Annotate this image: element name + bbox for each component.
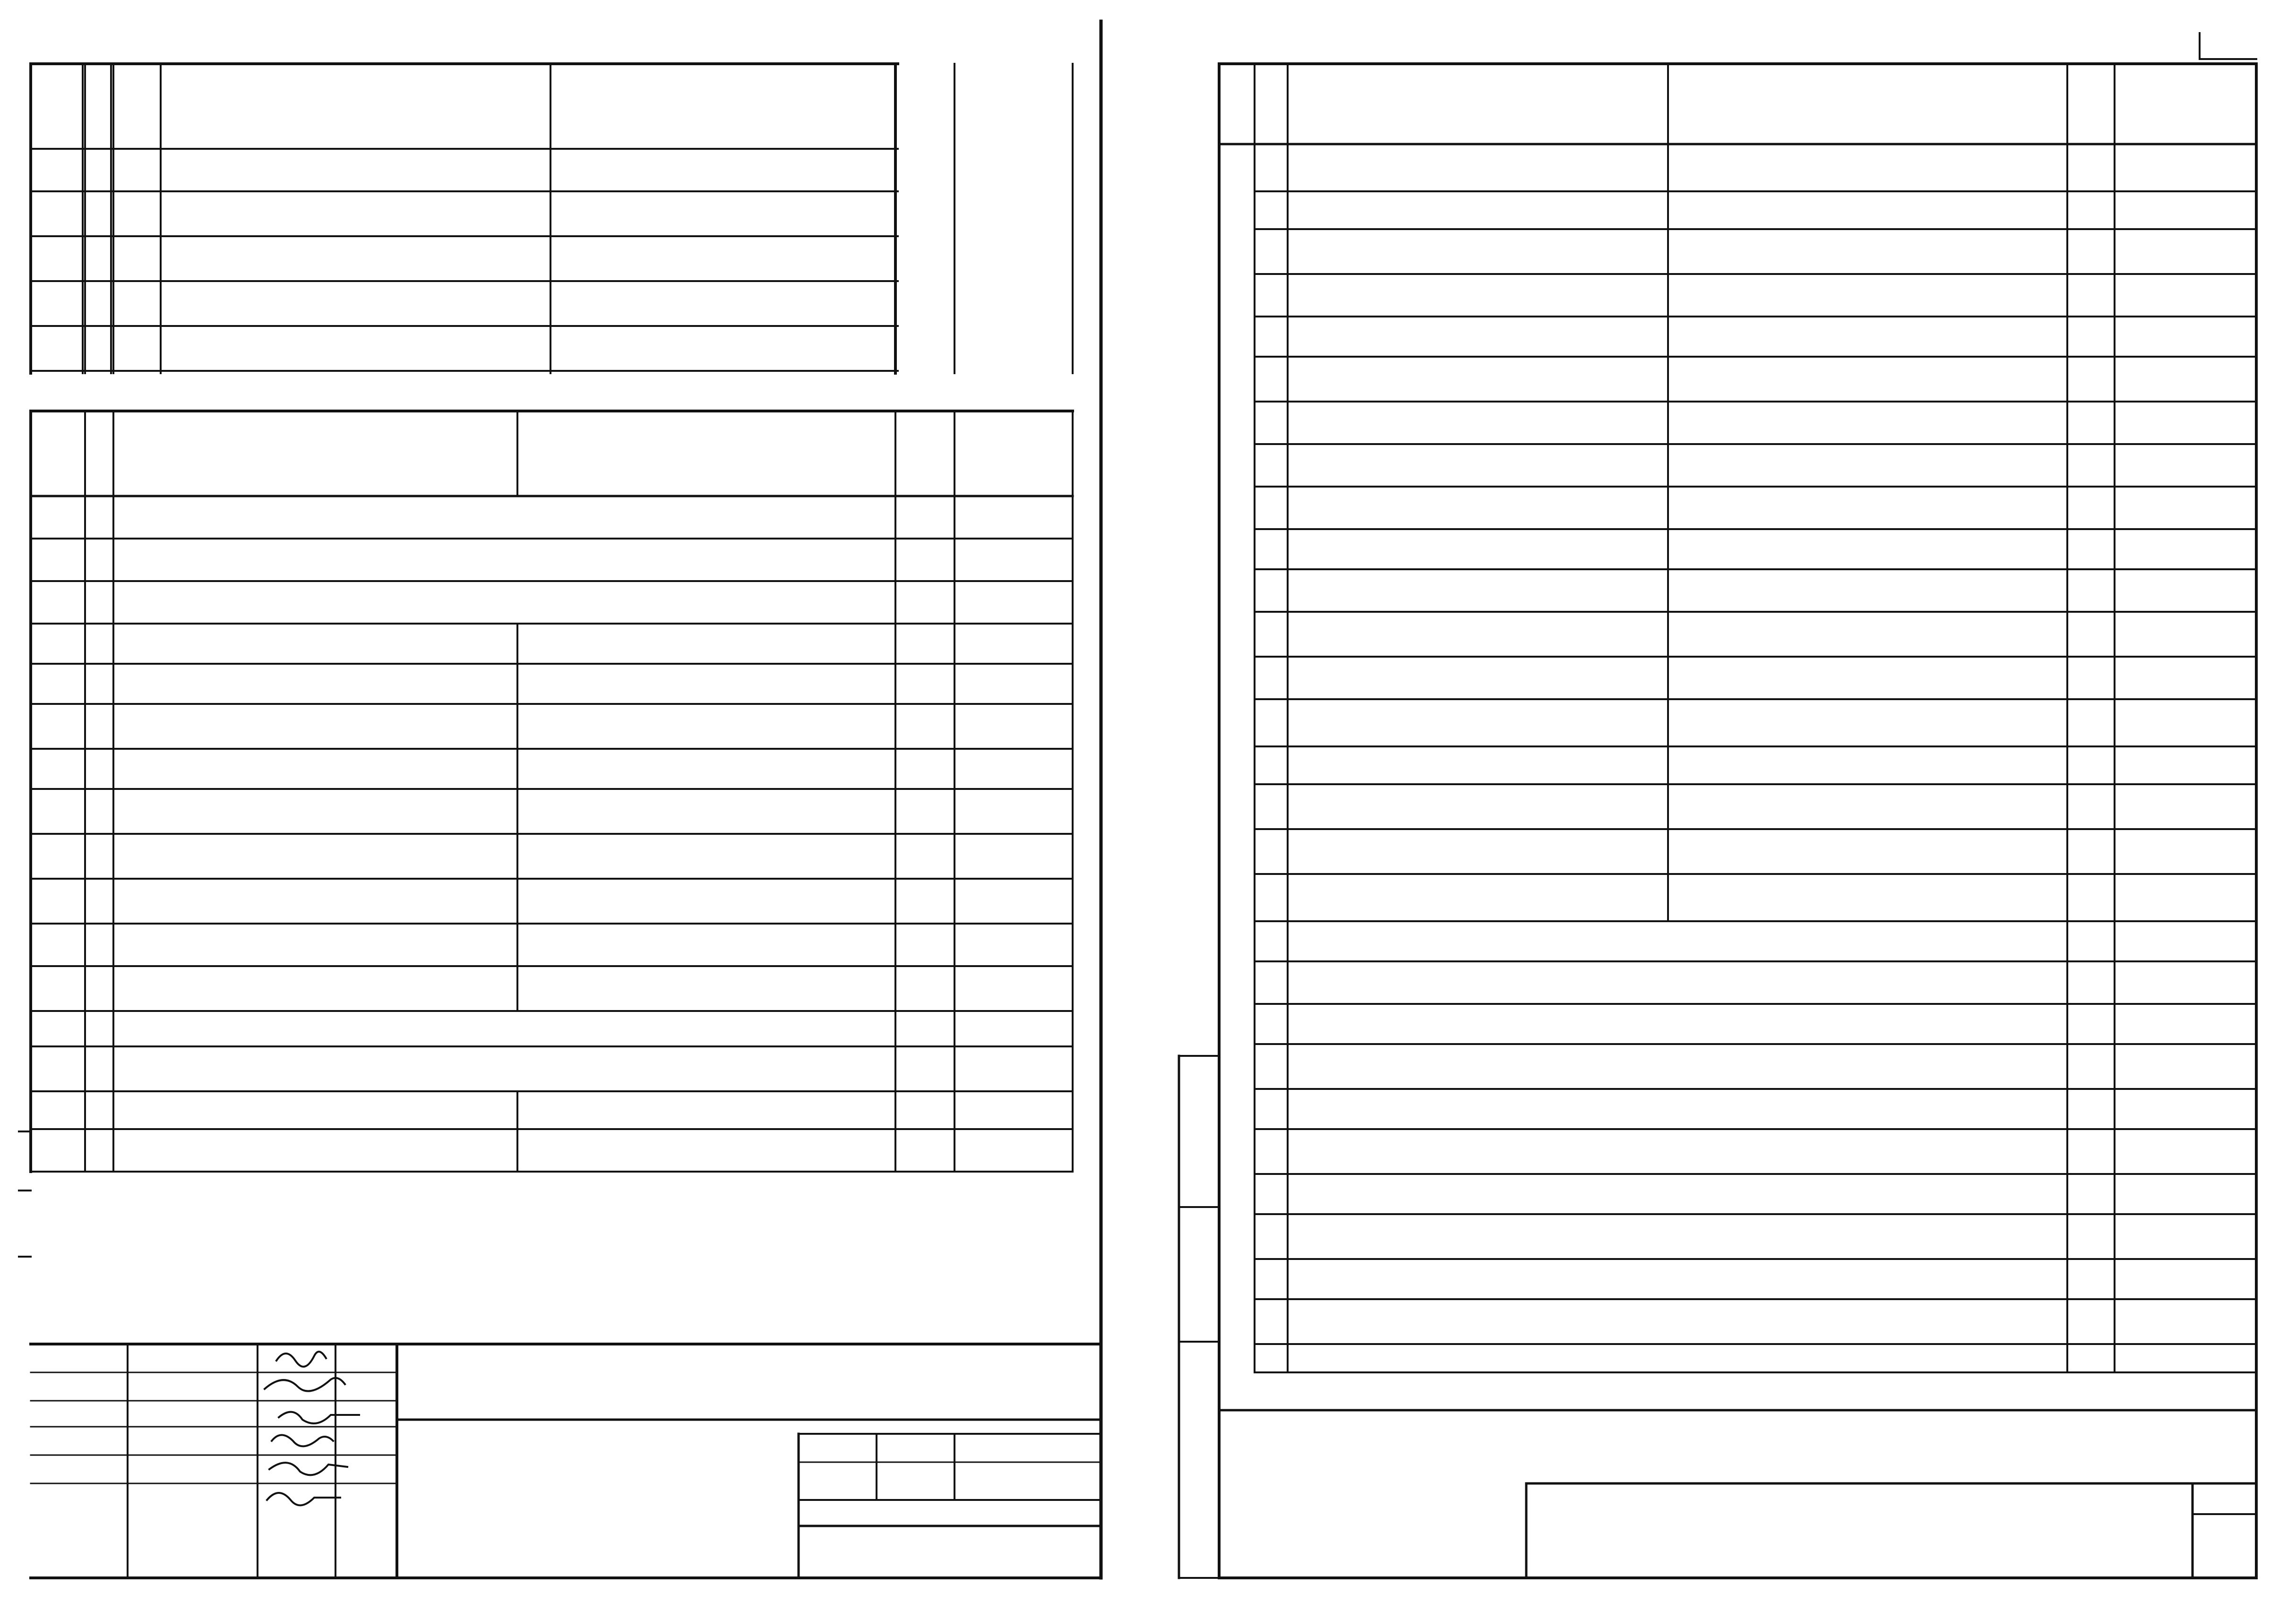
signature-3 xyxy=(279,1412,359,1423)
signature-6 xyxy=(267,1493,340,1505)
signature-4 xyxy=(272,1435,333,1447)
signature-1 xyxy=(276,1352,326,1367)
signature-2 xyxy=(265,1378,345,1391)
